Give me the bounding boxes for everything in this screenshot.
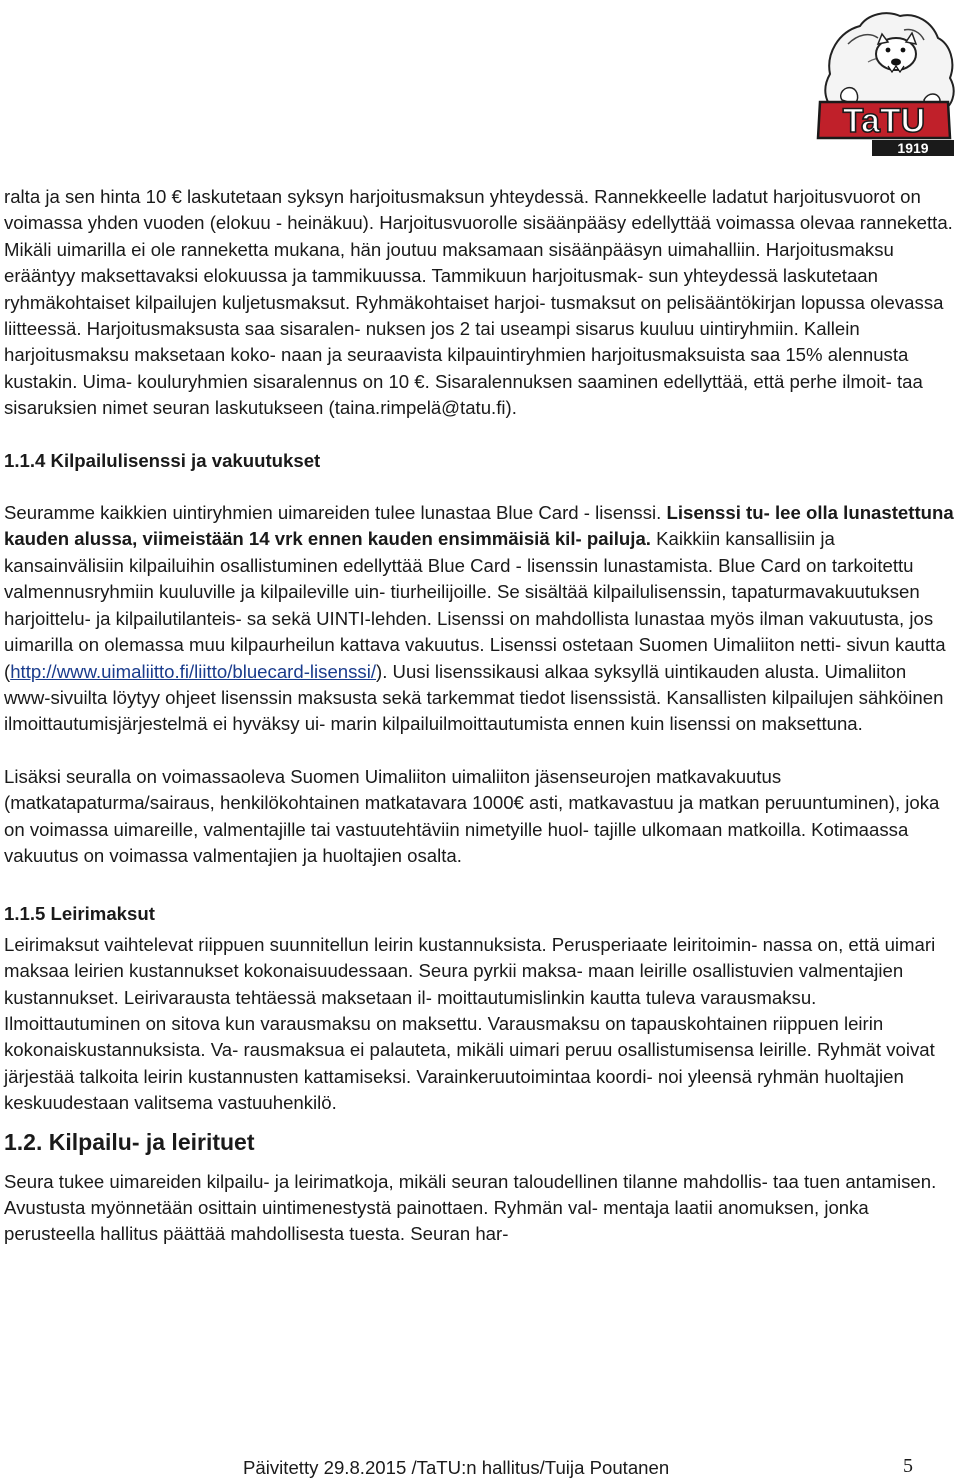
text-line: edellyttää voimassa olevaa ranneketta. Mikäli uimarilla ei ole ranneketta mukana, hän joutuu [4, 212, 953, 260]
text-line: taa sisaruksien nimet seuran laskutukseen (taina.rimpelä@tatu.fi). [4, 370, 923, 419]
text-line: Harjoitusmaksu erääntyy maksettavaksi elokuussa ja tammikuussa. Tammikuun harjoitusmak- [4, 238, 894, 287]
text-line: mentaja laatii anomuksen, jonka perusteella hallitus päättää mahdollisesta tuesta. Seuran har- [4, 1197, 869, 1245]
text-line: tiedot lisenssistä. Kansallisten kilpailujen sähköinen ilmoittautumisjärjestelmä ei hyväksy ui- [4, 686, 944, 735]
text-line: tajille ulkomaan matkoilla. Kotimaassa vakuutus on voimassa valmentajien ja huoltajien osalta. [4, 818, 909, 866]
text-line: kouluryhmien sisaralennus on 10 €. Sisaralennuksen saaminen edellyttää, että perhe ilmoit- [137, 370, 892, 392]
text-line: Leirimaksut vaihtelevat riippuen suunnitellun leirin kustannuksista. Perusperiaate leiritoimin- [4, 933, 758, 955]
text-line: taa tuen antamisen. Avustusta myönnetään osittain uintimenestystä painottaen. Ryhmän val- [4, 1170, 937, 1218]
text-line: lisenssin lunastamista. Blue Card on tarkoitettu valmennusryhmiin kuuluville ja kilpaileville uin- [4, 554, 914, 603]
logo-year: 1919 [897, 140, 929, 156]
text-line: moittautumislinkin kautta tuleva varausmaksu. Ilmoittautuminen on sitova kun varausmaksu [4, 986, 817, 1034]
text-run: sivun kautta ( [4, 634, 946, 682]
section-heading-1-1-5: 1.1.5 Leirimaksut [4, 903, 155, 925]
text-line [4, 502, 770, 523]
text-line: noi yleensä ryhmän huoltajien keskuudestaan valitsema vastuuhenkilö. [4, 1065, 904, 1114]
text-line: on maksettu. Varausmaksu on tapauskohtainen riippuen leirin kokonaiskustannuksista. Va- [4, 1012, 884, 1061]
bold-run: Lisenssi tu- [666, 502, 770, 524]
text-line: maan leirille osallistuvien valmentajien kustannukset. Leirivarausta tehtäessä maksetaan il- [4, 960, 904, 1008]
bluecard-link[interactable]: http://www.uimaliitto.fi/liitto/bluecard-lisenssi/ [10, 660, 377, 682]
text-line: Seura tukee uimareiden kilpailu- ja leirimatkoja, mikäli seuran taloudellinen tilanne mahdollis- [4, 1170, 768, 1192]
section-heading-1-1-4: 1.1.4 Kilpailulisenssi ja vakuutukset [4, 449, 321, 471]
text-line: marin kilpailuilmoittautumista ennen kuin lisenssi on maksettuna. [330, 713, 863, 735]
text-line: (matkatapaturma/sairaus, henkilökohtainen matkatavara 1000€ asti, matkavastuu ja matkan [4, 792, 760, 814]
text-line: sun yhteydessä laskutetaan ryhmäkohtaiset kilpailujen kuljetusmaksut. Ryhmäkohtaiset harjoi- [4, 265, 878, 313]
page-footer [0, 1455, 960, 1481]
section-heading-1-2: 1.2. Kilpailu- ja leirituet [4, 1128, 255, 1155]
text-line: uintikauden alusta. Uimaliiton www-sivuilta löytyy ohjeet lisenssin maksusta sekä tarkemmat [4, 660, 907, 708]
page-number: 5 [903, 1455, 913, 1477]
bold-run: lee olla lunastettuna kauden alussa, viimeistään 14 vrk ennen kauden ensimmäisiä kil- [4, 502, 954, 550]
text-line: tusmaksut on pelisääntökirjan lopussa olevassa liitteessä. Harjoitusmaksusta saa sisaralen- [4, 291, 944, 340]
text-line: nuksen jos 2 tai useampi sisarus kuuluu uintiryhmiin. Kallein harjoitusmaksu maksetaan koko- [4, 318, 860, 366]
paragraph-matkavakuutus [4, 764, 956, 870]
text-line: peruuntuminen), joka on voimassa uimareille, valmentajille tai vastuutehtäviin nimetyille huol- [4, 792, 940, 840]
text-line: rausmaksua ei palauteta, mikäli uimari peruu osallistumisensa leirille. [243, 1039, 812, 1061]
text-run: ). Uusi lisenssikausi alkaa syksyllä [376, 660, 660, 682]
bold-run: pailuja. [586, 528, 651, 550]
text-line: ralta ja sen hinta 10 € laskutetaan syksyn harjoitusmaksun yhteydessä. Rannekkeelle ladatut [4, 186, 768, 207]
text-line: tiurheilijoille. Se sisältää kilpailulisenssin, tapaturmavakuutuksen harjoittelu- ja kilpailutilanteis- [4, 581, 920, 629]
text-line: sa sekä UINTI-lehden. Lisenssi on mahdollista lunastaa myös ilman vakuutusta, jos uimarilla [4, 607, 934, 656]
text-run: Seuramme kaikkien uintiryhmien uimareiden tulee lunastaa Blue Card - lisenssi. [4, 502, 667, 524]
text-line: Lisäksi seuralla on voimassaoleva Suomen Uimaliiton uimaliiton jäsenseurojen matkavakuutus [4, 765, 782, 787]
text-line: nassa on, että uimari maksaa leirien kustannukset kokonaisuudessaan. Seura pyrkii maksa- [4, 933, 936, 982]
text-line: Ryhmät voivat järjestää talkoita leirin kustannusten kattamiseksi. Varainkeruutoimintaa koordi- [4, 1039, 935, 1087]
paragraph-harjoitusmaksut [4, 184, 956, 422]
logo-wordmark: TaTU [842, 102, 926, 140]
text-line: harjoitusvuorot on voimassa yhden vuoden (elokuu - heinäkuu). Harjoitusvuorolle sisäänpääsy [4, 186, 921, 234]
text-line: on olemassa muu kilpaurheilun kattava vakuutus. Lisenssi ostetaan Suomen Uimaliiton netti- [78, 634, 842, 656]
document-body [4, 184, 956, 1248]
paragraph-leirimaksut [4, 932, 956, 1117]
text-line: maksamaan sisäänpääsyn uimahalliin. [442, 238, 761, 260]
text-line: naan ja seuraavista kilpauintiryhmien harjoitusmaksuista saa 15% alennusta kustakin. Uima- [4, 344, 909, 392]
text-run: Kaikkiin kansallisiin ja kansainvälisiin kilpailuihin osallistuminen edellyttää Blue Card - [4, 528, 835, 576]
tatu-polar-bear-logo [808, 4, 960, 156]
paragraph-kilpailutuet [4, 1169, 956, 1248]
paragraph-lisenssi [4, 500, 956, 738]
footer-updated-text: Päivitetty 29.8.2015 /TaTU:n hallitus/Tuija Poutanen [243, 1457, 670, 1478]
